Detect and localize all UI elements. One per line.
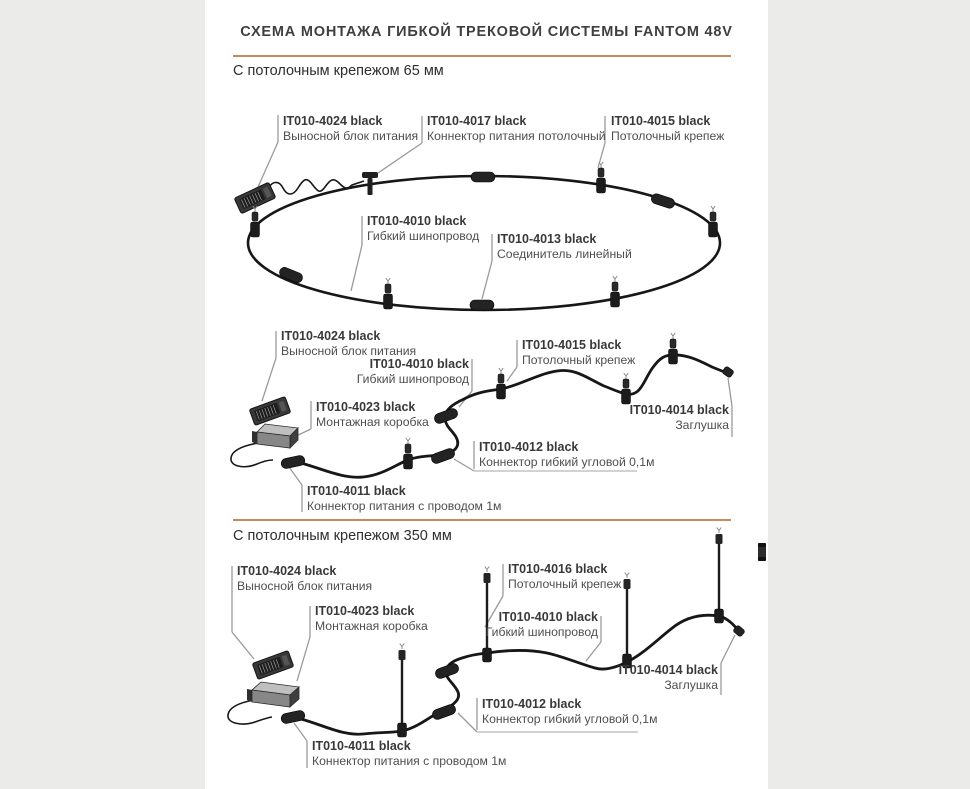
power-connector-icon [280,710,306,725]
part-number: IT010-4024 black [281,329,381,343]
label-it010-4011 [307,484,501,514]
power-supply-icon [252,651,294,680]
power-cord-wavy [267,180,364,194]
part-number: IT010-4016 black [508,562,608,576]
part-number: IT010-4015 black [522,338,622,352]
part-description: Выносной блок питания [283,129,419,143]
power-connector-icon [280,455,306,470]
part-description: Коннектор питания с проводом 1м [307,499,502,513]
label-it010-4010 [357,357,469,387]
part-number: IT010-4023 black [315,604,415,618]
label-it010-4011 [312,739,506,769]
mounting-box-icon [247,682,299,707]
part-description: Коннектор питания с проводом 1м [312,754,507,768]
ceiling-mount-65-icon [611,276,620,307]
part-number: IT010-4024 black [283,114,383,128]
power-supply-icon [249,397,291,426]
label-it010-4010 [486,610,598,640]
label-it010-4012 [482,697,657,727]
label-it010-4015 [611,114,724,144]
content-panel [205,0,768,789]
mounting-box-icon [252,424,298,448]
part-number: IT010-4010 black [369,357,469,371]
label-it010-4024 [283,114,418,144]
part-number: IT010-4010 black [367,214,467,228]
label-it010-4024 [237,564,372,594]
section-heading-350mm: С потолочным крепежом 350 мм [233,528,452,544]
ceiling-mount-350-icon [715,528,724,624]
label-it010-4014 [619,663,718,693]
label-it010-4010 [367,214,479,244]
part-description: Выносной блок питания [237,579,373,593]
label-it010-4013 [497,232,632,262]
corner-connector-icon [431,703,457,721]
part-number: IT010-4011 black [307,484,406,498]
label-it010-4016 [508,562,621,592]
divider [233,519,731,521]
part-number: IT010-4010 black [498,610,598,624]
linear-connector-icon [471,172,495,182]
part-number: IT010-4024 black [237,564,337,578]
part-description: Коннектор питания потолочный [427,129,606,143]
ceiling-mount-350-icon [623,573,632,669]
label-it010-4023 [315,604,428,634]
part-description: Монтажная коробка [315,619,428,633]
part-description: Заглушка [664,678,718,692]
part-number: IT010-4011 black [312,739,411,753]
part-description: Заглушка [675,418,729,432]
linear-connector-icon [470,300,494,310]
ceiling-mount-65-icon [251,206,260,237]
ceiling-mount-65-icon [497,368,506,399]
ceiling-mount-65-icon [669,333,678,364]
ceiling-mount-65-icon [384,278,393,309]
ceiling-mount-65-icon [622,373,631,404]
linear-connector-icon [650,193,676,210]
part-number: IT010-4012 black [479,440,579,454]
section-heading-65mm: С потолочным крепежом 65 мм [233,63,444,79]
ceiling-mount-65-icon [404,438,413,469]
ceiling-mount-350-icon [398,644,407,738]
part-description: Монтажная коробка [316,415,429,429]
label-it010-4012 [479,440,654,470]
part-description: Потолочный крепеж [508,577,622,591]
label-it010-4023 [316,400,429,430]
part-description: Коннектор гибкий угловой 0,1м [482,712,658,726]
part-description: Гибкий шинопровод [367,229,480,243]
part-description: Коннектор гибкий угловой 0,1м [479,455,655,469]
part-number: IT010-4023 black [316,400,416,414]
label-it010-4024 [281,329,416,359]
label-it010-4017 [427,114,606,144]
part-number: IT010-4012 black [482,697,582,711]
part-description: Выносной блок питания [281,344,417,358]
part-number: IT010-4014 black [629,403,729,417]
part-number: IT010-4013 black [497,232,597,246]
part-description: Потолочный крепеж [522,353,636,367]
label-it010-4015 [522,338,635,368]
power-cord-1m [231,443,273,467]
ceiling-mount-65-icon [709,206,718,237]
mount-detail-icon [758,543,766,561]
part-description: Потолочный крепеж [611,129,725,143]
label-it010-4014 [630,403,729,433]
part-number: IT010-4014 black [618,663,718,677]
part-number: IT010-4015 black [611,114,711,128]
page-title: СХЕМА МОНТАЖА ГИБКОЙ ТРЕКОВОЙ СИСТЕМЫ FANTOM 48V [240,24,733,40]
part-description: Гибкий шинопровод [485,625,598,639]
part-description: Соединитель линейный [497,247,632,261]
divider [233,55,731,57]
end-cap-icon [722,366,735,378]
corner-connector-icon [430,447,456,465]
part-number: IT010-4017 black [427,114,527,128]
part-description: Гибкий шинопровод [356,372,469,386]
